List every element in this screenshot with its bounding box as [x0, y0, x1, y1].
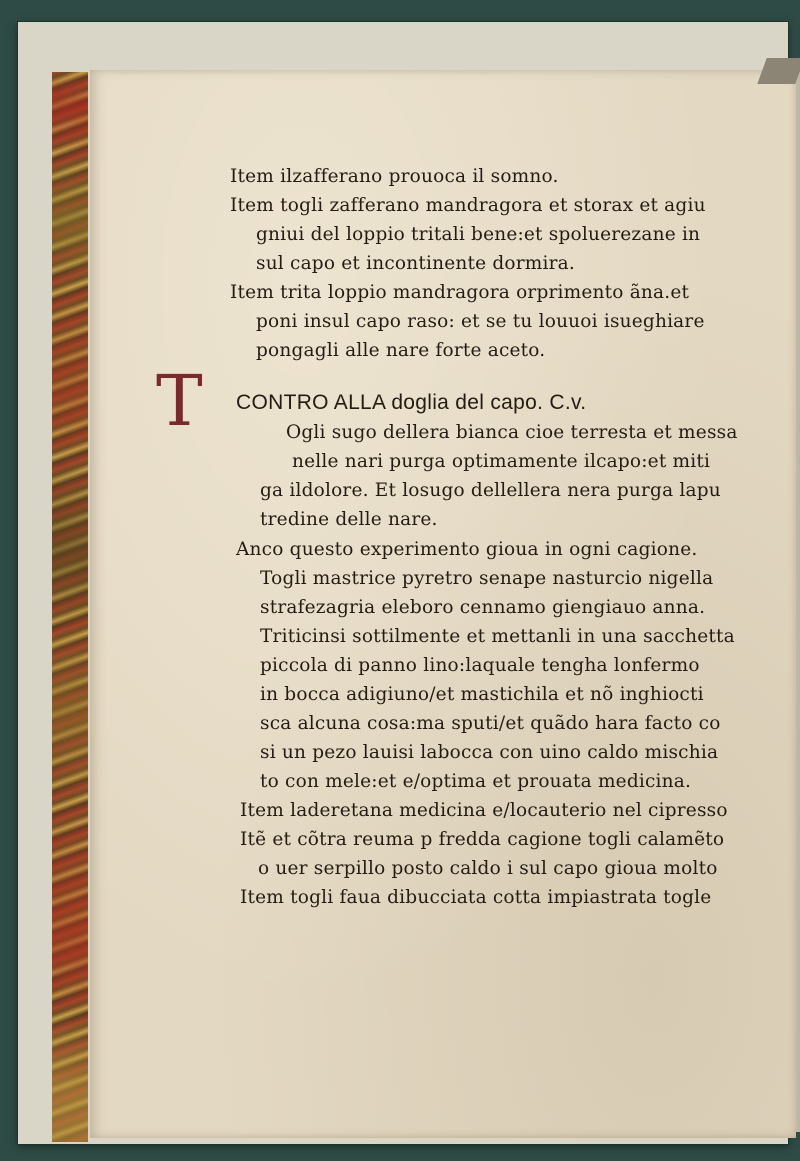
text-line: pongagli alle nare forte aceto. — [256, 340, 546, 361]
text-line: Itẽ et cõtra reuma p fredda cagione togli calamẽto — [240, 829, 725, 850]
text-line: Item togli zafferano mandragora et storax et agiu — [230, 195, 706, 216]
text-line: poni insul capo raso: et se tu louuoi isueghiare — [256, 311, 705, 332]
text-line: Item trita loppio mandragora orprimento ãna.et — [230, 282, 690, 303]
text-line: Item laderetana medicina e/locauterio nel cipresso — [240, 800, 728, 821]
text-line: strafezagria eleboro cennamo giengiauo anna. — [260, 597, 706, 618]
text-line: o uer serpillo posto caldo i sul capo gioua molto — [258, 858, 718, 879]
text-line: Triticinsi sottilmente et mettanli in una sacchetta — [260, 626, 735, 647]
text-line: sul capo et incontinente dormira. — [256, 253, 575, 274]
text-line: si un pezo lauisi labocca con uino caldo mischia — [260, 742, 719, 763]
text-line: Togli mastrice pyretro senape nasturcio nigella — [260, 568, 714, 589]
text-line: Item togli faua dibucciata cotta impiastrata togle — [240, 887, 712, 908]
text-line: gniui del loppio tritali bene:et spoluerezane in — [256, 224, 701, 245]
text-line: ga ildolore. Et losugo dellellera nera purga lapu — [260, 480, 721, 501]
text-line: piccola di panno lino:laquale tengha lonfermo — [260, 655, 700, 676]
text-line: to con mele:et e/optima et prouata medicina. — [260, 771, 692, 792]
decorated-initial: T — [156, 360, 203, 442]
text-line: in bocca adigiuno/et mastichila et nõ inghiocti — [260, 684, 704, 705]
text-line: nelle nari purga optimamente ilcapo:et miti — [292, 451, 711, 472]
text-line: Item ilzafferano prouoca il somno. — [230, 166, 559, 187]
text-line: Anco questo experimento gioua in ogni cagione. — [236, 539, 698, 560]
text-line: sca alcuna cosa:ma sputi/et quãdo hara facto co — [260, 713, 721, 734]
text-line: tredine delle nare. — [260, 509, 438, 530]
text-line: Ogli sugo dellera bianca cioe terresta et messa — [286, 422, 738, 443]
section-heading: CONTRO ALLA doglia del capo. C.v. — [236, 391, 587, 414]
